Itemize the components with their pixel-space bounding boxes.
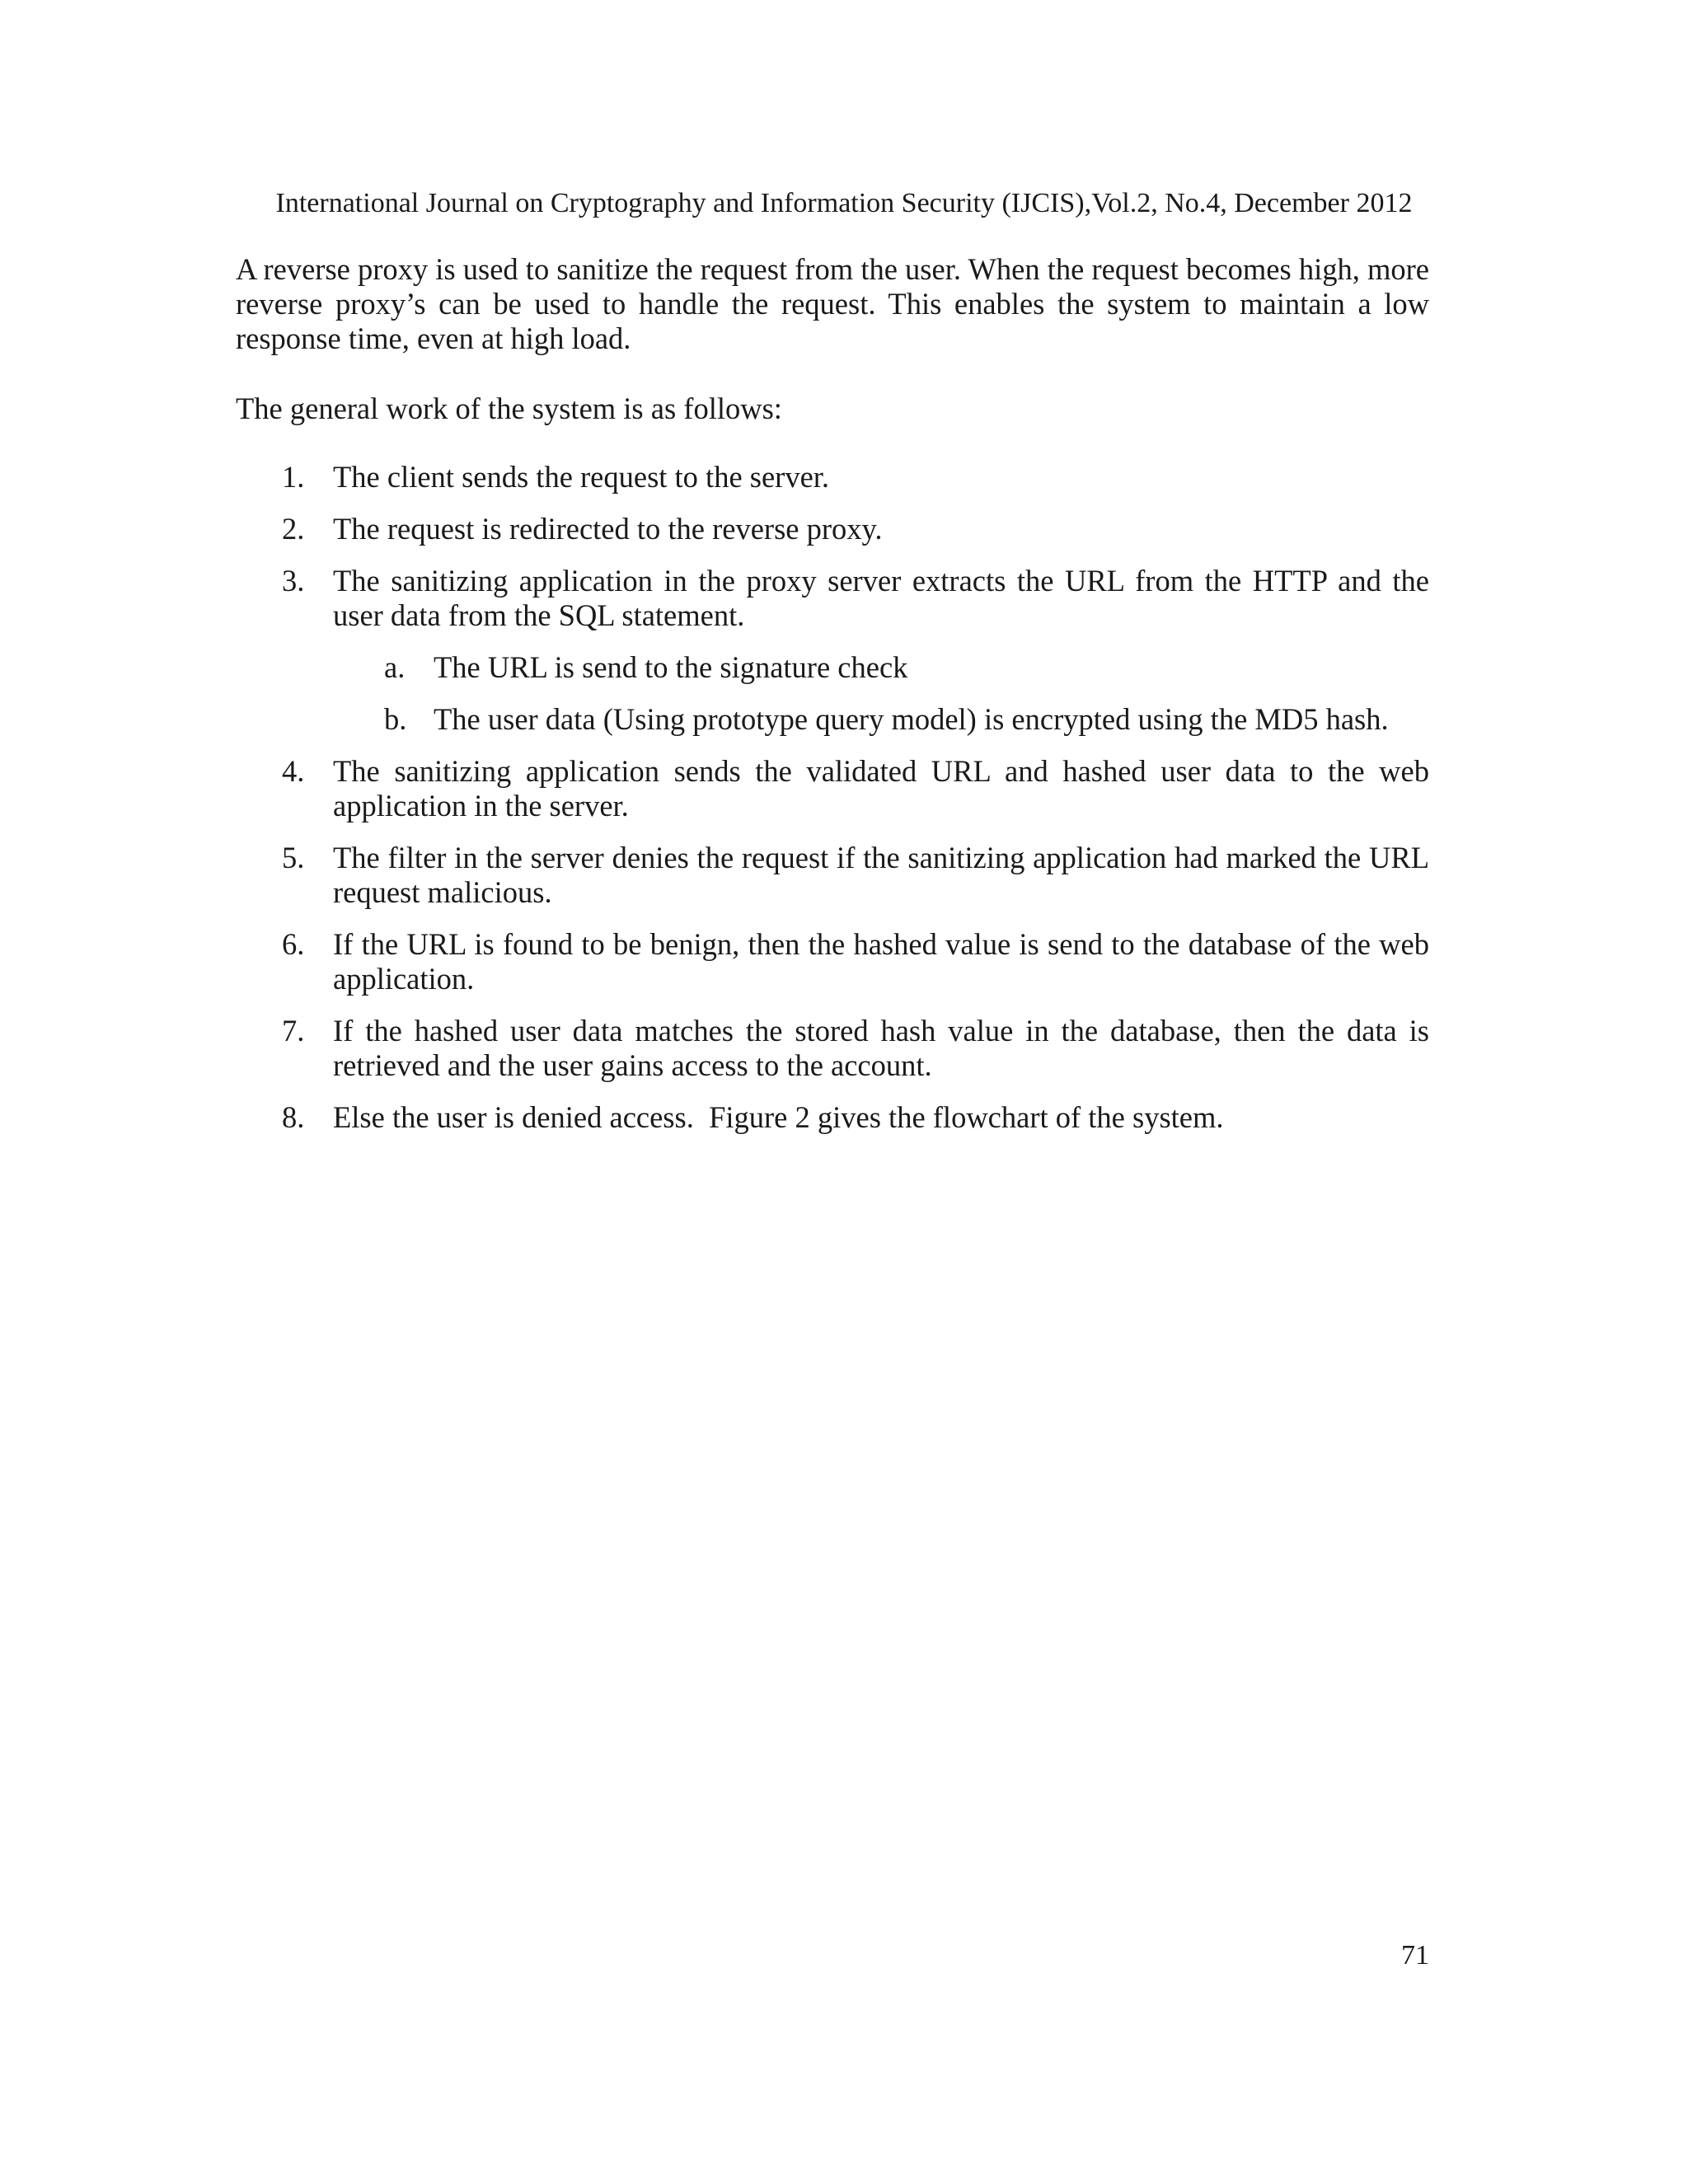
substep-letter: b. (384, 702, 407, 736)
list-item (236, 754, 1429, 823)
step-text: The sanitizing application sends the validated URL and hashed user data to the web application in the server. (333, 754, 1429, 823)
list-item (236, 1100, 1429, 1135)
sublist-item (333, 702, 1429, 737)
running-header: International Journal on Cryptography and Information Security (IJCIS),Vol.2, No.4, December 2012 (275, 188, 1413, 218)
step-number: 3. (282, 564, 305, 598)
list-item (236, 564, 1429, 737)
step-number: 5. (282, 841, 305, 874)
list-item (236, 460, 1429, 494)
page-number: 71 (1401, 1940, 1429, 1971)
list-item (236, 512, 1429, 546)
step-number: 8. (282, 1100, 305, 1134)
step-text: The sanitizing application in the proxy server extracts the URL from the HTTP and the user data from the SQL statement. (333, 564, 1429, 632)
list-item (236, 927, 1429, 996)
workflow-intro-paragraph: The general work of the system is as follows: (236, 391, 782, 425)
substep-text: The user data (Using prototype query model) is encrypted using the MD5 hash. (434, 702, 1389, 736)
workflow-steps-list (236, 460, 1429, 1152)
step-number: 2. (282, 512, 305, 546)
step-text: If the hashed user data matches the stored hash value in the database, then the data is retrieved and the user gains access to the account. (333, 1014, 1429, 1082)
sublist-item (333, 650, 1429, 685)
substep-letter: a. (384, 650, 406, 684)
step-text: If the URL is found to be benign, then the hashed value is send to the database of the web application. (333, 927, 1429, 996)
intro-paragraph: A reverse proxy is used to sanitize the request from the user. When the request becomes high, more reverse proxy’s can be used to handle the request. This enables the system to maintain a low response time, even at high load. (236, 252, 1429, 355)
step-number: 6. (282, 927, 305, 961)
step-text: Else the user is denied access. Figure 2 gives the flowchart of the system. (333, 1100, 1224, 1134)
step-text: The filter in the server denies the request if the sanitizing application had marked the URL request malicious. (333, 841, 1429, 909)
step-number: 7. (282, 1014, 305, 1047)
step-number: 4. (282, 754, 305, 788)
substep-text: The URL is send to the signature check (434, 650, 908, 684)
substeps-list (333, 650, 1429, 737)
step-text: The client sends the request to the server. (333, 460, 830, 494)
step-number: 1. (282, 460, 305, 494)
list-item (236, 1014, 1429, 1083)
step-text: The request is redirected to the reverse proxy. (333, 512, 883, 546)
list-item (236, 841, 1429, 910)
